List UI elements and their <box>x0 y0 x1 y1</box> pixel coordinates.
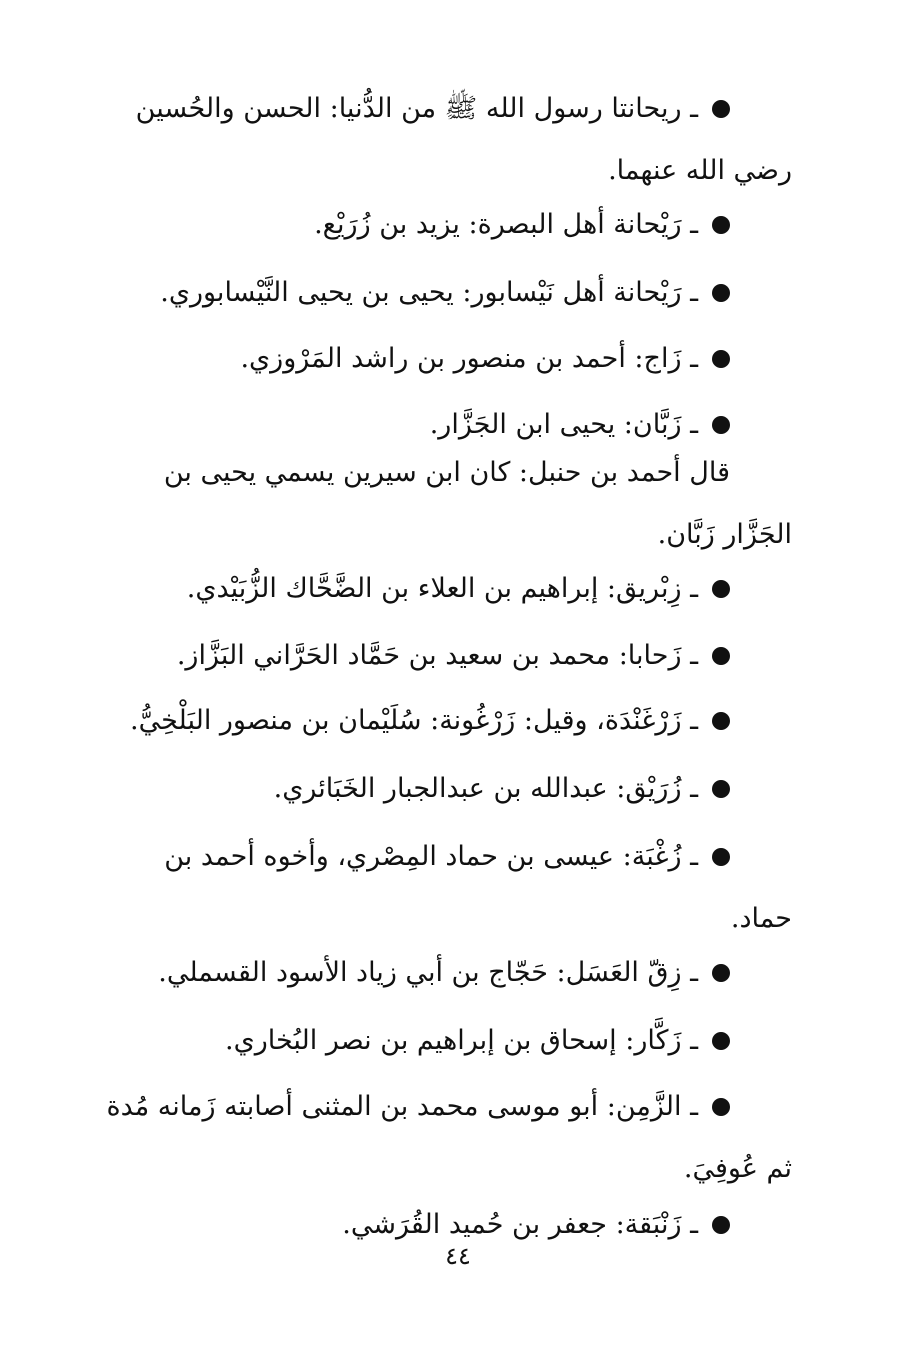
bullet-icon <box>712 580 730 598</box>
bullet-icon <box>712 350 730 368</box>
entry-line <box>98 1076 792 1138</box>
bullet-icon <box>712 1032 730 1050</box>
entry-continuation: حماد. <box>730 903 792 934</box>
entry-zarghanda <box>98 690 792 752</box>
entry-text: ـ زِبْريق: إبراهيم بن العلاء بن الضَّحَّاك الزُّبَيْدي. <box>186 573 698 604</box>
entry-zibriq <box>98 558 792 620</box>
entry-text: ـ زَبَّان: يحيى ابن الجَزَّار. <box>429 409 698 440</box>
quote-paragraph <box>98 442 792 566</box>
bullet-icon <box>712 1216 730 1234</box>
bullet-icon <box>712 647 730 665</box>
entry-continuation: رضي الله عنهما. <box>608 155 792 186</box>
bullet-icon <box>712 216 730 234</box>
entry-rayhanata <box>98 78 792 202</box>
entry-text: ـ زُرَيْق: عبدالله بن عبدالجبار الخَبَائري. <box>273 773 698 804</box>
entry-zakkar <box>98 1010 792 1072</box>
entry-line <box>98 826 792 888</box>
entry-line <box>98 78 792 140</box>
entry-zahaba <box>98 625 792 687</box>
entry-rayhana-naysabur <box>98 262 792 324</box>
entry-continuation: ثم عُوفِيَ. <box>683 1153 792 1184</box>
quote-continuation: الجَزَّار زَبَّان. <box>657 519 792 550</box>
bullet-icon <box>712 848 730 866</box>
page-number: ٤٤ <box>445 1242 471 1270</box>
entry-text: ـ زَاج: أحمد بن منصور بن راشد المَرْوزي. <box>240 343 698 374</box>
bullet-icon <box>712 284 730 302</box>
entry-text: ـ رَيْحانة أهل نَيْسابور: يحيى بن يحيى النَّيْسابوري. <box>160 277 698 308</box>
entry-text: ـ ريحانتا رسول الله ﷺ من الدُّنيا: الحسن والحُسين <box>135 93 698 124</box>
entry-text: ـ زُغْبَة: عيسى بن حماد المِصْري، وأخوه أحمد بن <box>164 841 698 872</box>
quote-line: قال أحمد بن حنبل: كان ابن سيرين يسمي يحيى بن <box>163 457 730 488</box>
bullet-icon <box>712 780 730 798</box>
entry-ziqq-alasal <box>98 942 792 1004</box>
entry-text: ـ زَكَّار: إسحاق بن إبراهيم بن نصر البُخاري. <box>225 1025 698 1056</box>
entry-rayhana-basra <box>98 194 792 256</box>
entry-alzamin <box>98 1076 792 1200</box>
bullet-icon <box>712 1098 730 1116</box>
entry-text: ـ زَحابا: محمد بن سعيد بن حَمَّاد الحَرَّاني البَزَّاز. <box>176 640 698 671</box>
entry-zaj <box>98 328 792 390</box>
entry-text: ـ الزَّمِن: أبو موسى محمد بن المثنى أصابته زَمانه مُدة <box>106 1091 698 1122</box>
entry-text: ـ رَيْحانة أهل البصرة: يزيد بن زُرَيْع. <box>314 209 698 240</box>
entry-text: ـ زَنْبَقة: جعفر بن حُميد القُرَشي. <box>342 1209 698 1240</box>
bullet-icon <box>712 712 730 730</box>
bullet-icon <box>712 100 730 118</box>
entry-zurayq <box>98 758 792 820</box>
entry-text: ـ زِقّ العَسَل: حَجّاج بن أبي زياد الأسود القسملي. <box>158 957 698 988</box>
bullet-icon <box>712 416 730 434</box>
entry-text: ـ زَرْغَنْدَة، وقيل: زَرْغُونة: سُلَيْمان بن منصور البَلْخِيُّ. <box>129 705 698 736</box>
bullet-icon <box>712 964 730 982</box>
entry-zughba <box>98 826 792 950</box>
